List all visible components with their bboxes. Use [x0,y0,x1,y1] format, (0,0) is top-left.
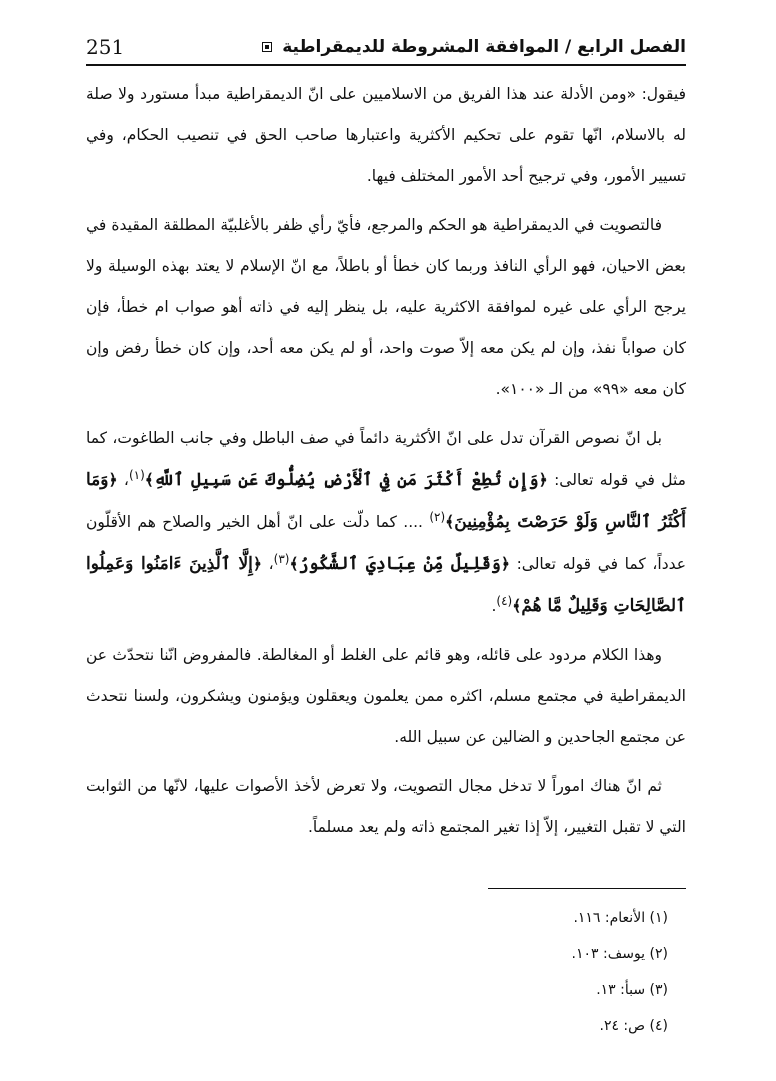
quran-brace-close: ﴾ [144,470,154,489]
paragraph-3-intro: بل انّ نصوص القرآن تدل على انّ الأكثرية دائماً في صف الباطل وفي جانب الطاغوت، كما مثل في قوله تعالى: [86,429,686,489]
paragraph-1: فيقول: «ومن الأدلة عند هذا الفريق من الاسلاميين على انّ الديمقراطية مبدأ مستورد ولا صلة له بالاسلام، انّها تقوم على تحكيم الأكثرية واعتبارها صاحب الحق في تنصيب الحكام، وفي تسيير الأمور، وفي ترجيح أحد الأمور المختلف فيها. [86,85,686,185]
footnotes [86,900,686,1044]
page-number: 251 [86,35,125,59]
quran-brace-close: ﴾ [512,596,522,615]
footnote-ref-3: (٣) [273,551,290,566]
quran-verse-1: وَإِن تُطِعْ أَكْثَرَ مَن فِي ٱلْأَرْضِ يُضِلُّوكَ عَن سَبِيلِ ٱللَّهِ [153,470,539,490]
footnote-ref-2: (٢) [429,509,446,524]
quran-brace-close: ﴾ [445,512,455,531]
page-header [86,30,686,64]
footnote-1: (١) الأنعام: ١١٦. [573,910,668,926]
quran-brace-open: ﴿ [500,554,510,573]
header-rule [86,64,686,66]
paragraph-3: بل انّ نصوص القرآن تدل على انّ الأكثرية دائماً في صف الباطل وفي جانب الطاغوت، كما مثل في قوله تعالى: ﴿وَإِن تُطِعْ أَكْثَرَ مَن فِي ٱلْأَرْضِ يُضِلُّوكَ عَن سَبِيلِ ٱللَّهِ﴾$^{(١)}$، ﴿وَمَا أَكْثَرُ ٱلنَّاسِ وَلَوْ حَرَصْتَ بِمُؤْمِنِينَ﴾$^{(٢)}$ .... كما دلّت على انّ أهل الخير والصلاح هم الأقلّون عدداً، كما في قوله تعالى: ﴿وَقَلِيلٌ مِّنْ عِبَادِيَ ٱلشَّكُورُ﴾$^{(٣)}$، ﴿إِلَّا ٱلَّذِينَ ءَامَنُوا وَعَمِلُوا ٱلصَّالِحَاتِ وَقَلِيلٌ مَّا هُمْ﴾$^{(٤)}$. [86,429,686,616]
square-bullet-icon [262,42,272,52]
paragraph-4: وهذا الكلام مردود على قائله، وهو قائم على الغلط أو المغالطة. فالمفروض انّنا نتحدّث عن الديمقراطية في مجتمع مسلم، اكثره ممن يعلمون ويعقلون ويؤمنون ويشكرون، ولسنا نتحدث عن مجتمع الجاحدين و الضالين عن سبيل الله. [86,646,686,746]
footnote-3: (٣) سبأ: ١٣. [596,982,668,998]
quran-verse-3: وَقَلِيلٌ مِّنْ عِبَادِيَ ٱلشَّكُورُ [298,554,501,574]
paragraph-5: ثم انّ هناك اموراً لا تدخل مجال التصويت، ولا تعرض لأخذ الأصوات عليها، لانّها من الثوابت التي لا تقبل التغيير، إلاّ إذا تغير المجتمع ذاته ولم يعد مسلماً. [86,777,686,836]
footnote-4: (٤) ص: ٢٤. [599,1018,668,1034]
paragraph-3-middle: .... كما دلّت على انّ أهل الخير والصلاح هم الأقلّون عدداً، كما في قوله تعالى: [86,513,686,573]
paragraph-2: فالتصويت في الديمقراطية هو الحكم والمرجع، فأيّ رأي ظفر بالأغلبيّة المطلقة المقيدة في بعض الاحيان، فهو الرأي النافذ وربما كان خطأ أو باطلاً، مع انّ الإسلام لا يعتد بهذه الوسيلة ولا يرجح الرأي على غيره لموافقة الاكثرية عليه، بل ينظر إليه في ذاته أهو صواب ام خطأ، فإن كان صواباً نفذ، وإن لم يكن معه إلاّ صوت واحد، أو لم يكن معه أحد، وإن كان خطأ رفض وإن كان معه «٩٩» من الـ «١٠٠». [86,216,686,398]
quran-brace-open: ﴿ [538,470,548,489]
quran-verse-4: إِلَّا ٱلَّذِينَ ءَامَنُوا وَعَمِلُوا ٱلصَّالِحَاتِ وَقَلِيلٌ مَّا هُمْ [86,554,686,616]
running-title: الفصل الرابع / الموافقة المشروطة للديمقراطية [282,37,686,57]
quran-brace-close: ﴾ [289,554,299,573]
footnote-separator [488,888,686,889]
quran-verse-2: وَمَا أَكْثَرُ ٱلنَّاسِ وَلَوْ حَرَصْتَ بِمُؤْمِنِينَ [86,470,686,532]
quran-brace-open: ﴿ [252,554,262,573]
quran-brace-open: ﴿ [108,470,118,489]
footnote-ref-1: (١) [128,467,145,482]
footnote-2: (٢) يوسف: ١٠٣. [571,946,668,962]
footnote-ref-4: (٤) [496,593,513,608]
main-text [86,74,686,856]
